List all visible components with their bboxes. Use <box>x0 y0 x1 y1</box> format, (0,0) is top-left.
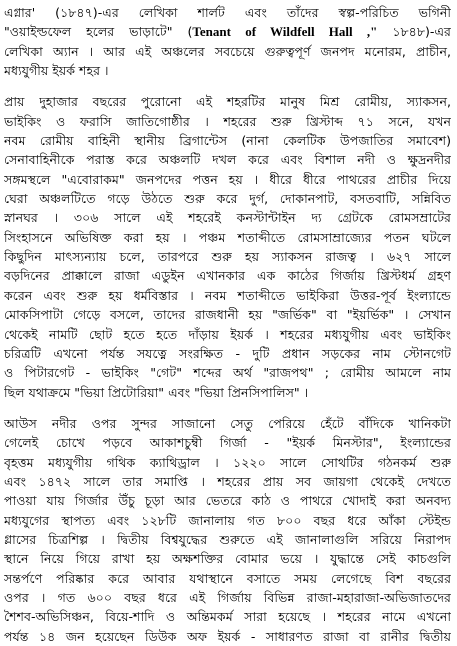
text-line: মধ্যযুগের স্থাপত্য এবং ১২৮টি জানালায় গত ৮০০ বছর ধরে আঁকা স্টেইন্ড <box>4 512 451 528</box>
text-line: সেনাবাহিনীকে পরাস্ত করে অঞ্চলটি দখল করে এবং বিশাল নদী ও ক্ষুদ্রনদীর <box>4 152 451 168</box>
text-line: পাওয়া যায় গির্জার উঁচু চূড়া আর ভেতরে কাঠ ও পাথরে খোদাই করা অনবদ্য <box>4 493 451 509</box>
text-line: সন্তর্পণে পরিষ্কার করে আবার যথাস্থানে বসাতে সময় লেগেছে বিশ বছরের <box>4 570 451 586</box>
text-line: করেন এবং শুরু হয় ধর্মবিস্তার । নবম শতাব্দীতে ভাইকিরা উত্তর-পূর্ব ইংল্যান্ডে <box>4 287 451 303</box>
text-line: ঘেরা অঞ্চলটিতে গড়ে উঠতে শুরু করে দুর্গ, দোকানপাট, বসতবাটি, সন্নিবিত <box>4 191 451 207</box>
text-line: আউস নদীর ওপর সুন্দর সাজানো সেতু পেরিয়ে হেঁটে বাঁদিকে খানিকটা <box>4 415 451 431</box>
text-line: প্রায় দুহাজার বছরের পুরোনো এই শহরটির মানুষ মিশ্র রোমীয়, স্যাকসন, <box>4 94 451 110</box>
book-title-english: Tenant of Wildfell Hall ," <box>192 24 378 40</box>
text-line: ছিল যথাক্রমে "ভিয়া প্রিটোরিয়া" এবং "ভিয়া প্রিনসিপালিস" । <box>4 384 309 400</box>
text-line: ভাইকিং ও ফরাসি জাতিগোষ্ঠীর । শহরের শুরু খ্রিস্টাব্দ ৭১ সনে, যখন <box>4 113 451 129</box>
paragraph-minster <box>4 414 451 646</box>
text-line: থেকেই নামটি ছোট হতে হতে দাঁড়ায় ইয়র্ক । শহরের মধ্যযুগীয় এবং ভাইকিং <box>4 326 451 342</box>
text-line: শৈশব-অভিসিঞ্চন, বিয়ে-শাদি ও অন্তিমকর্ম সারা হয়েছে । শহরের নামে এখনো <box>4 609 451 625</box>
text-line: বড়দিনের প্রাক্কালে রাজা এডুইন এখানকার এক কাঠের গির্জায় খ্রিস্টধর্ম গ্রহণ <box>4 268 451 284</box>
text-line: "ওয়াইল্ডফেল হলের ভাড়াটে" (Tenant of Wildfell Hall ," ১৮৪৮)-এর <box>4 24 451 40</box>
text-line: মধ্যযুগীয় ইয়র্ক শহর । <box>4 63 109 79</box>
text-line: স্থানে নিয়ে গিয়ে রাখা হয় অক্ষশক্তির বোমার ভয়ে । যুদ্ধান্তে সেই কাচগুলি <box>4 551 451 567</box>
text-line: বৃহত্তম মধ্যযুগীয় গথিক ক্যাথিড্রাল । ১২২০ সালে সোথটির গঠনকর্ম শুরু <box>4 454 451 470</box>
text-line: ওপর । গত ৬০০ বছর ধরে এই গির্জায় বিভিন্ন রাজা-মহারাজা-অভিজাতদের <box>4 589 451 605</box>
text-line: এগ্নার' (১৮৪৭)-এর লেখিকা শার্লট এবং তাঁদের স্বল্প-পরিচিত ভগিনী <box>4 5 451 20</box>
text-line: সঙ্গমস্থলে "এবোরাকম" জনপদের পত্তন হয় । ধীরে ধীরে পাথরের প্রাচীর দিয়ে <box>4 171 451 187</box>
text-line: লেখিকা অ্যান । আর এই অঞ্চলের সবচেয়ে গুরুত্বপূর্ণ জনপদ মনোরম, প্রাচীন, <box>4 43 451 59</box>
text-line: গেলেই চোখে পড়বে আকাশচুম্বী গির্জা - "ইয়র্ক মিনস্টার", ইংল্যান্ডের <box>4 435 451 451</box>
text-line: গ্লাসের চিত্রশিল্প । দ্বিতীয় বিশ্বযুদ্ধের শুরুতে এই জানালাগুলি সরিয়ে নিরাপদ <box>4 531 451 547</box>
text-line: চরিত্রটি এখনো পর্যন্ত সযত্নে সংরক্ষিত - দুটি প্রধান সড়কের নাম স্টোনগেট <box>4 345 451 361</box>
text-line: এবং ১৪৭২ সালে তার সমাপ্তি । শহরের প্রায় সব জায়গা থেকেই দেখতে <box>4 473 451 489</box>
paragraph-history <box>4 92 451 402</box>
text-line: ও পিটারগেট - ভাইকিং "গেট" শব্দের অর্থ "রাজপথ" ; রোমীয় আমলে নাম <box>4 365 451 381</box>
text-line: নবম রোমীয় বাহিনী স্থানীয় ব্রিগান্টেস (নানা কেলটিক উপজাতির সমাবেশ) <box>4 133 451 149</box>
text-line: পর্যন্ত ১৪ জন হয়েছেন ডিউক অফ ইয়র্ক - সাধারণত রাজা বা রানীর দ্বিতীয় <box>4 628 451 644</box>
text-line: সিংহাসনে অভিষিক্ত করা হয় । পঞ্চম শতাব্দীতে রোমসাম্রাজ্যের পতন ঘটলে <box>4 229 451 245</box>
text-line: মোকসিপাটা গেড়ে বসলে, তাদের রাজধানী হয় "জর্ভিক" বা "ইয়র্ভিক" । সেখান <box>4 307 451 323</box>
text-line: স্নানঘর । ৩০৬ সালে এই শহরেই কনস্টান্টাইন দ্য গ্রেটকে রোমসম্রাটের <box>4 210 451 226</box>
paragraph-intro <box>4 3 451 80</box>
text-line: কিছুদিন মাৎস্যন্যায় চলে, তারপরে শুরু হয় স্যাকসন রাজত্ব । ৬২৭ সালে <box>4 249 451 265</box>
